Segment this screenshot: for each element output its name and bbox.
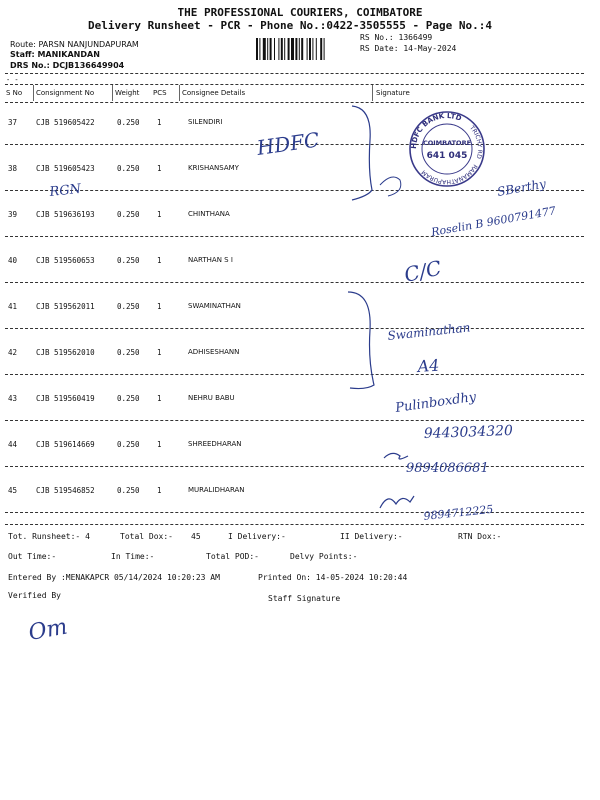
stamp-text-pin: 641 045 [426,151,468,161]
row-sno: 37 [8,118,18,127]
handwriting-r40: C/C [402,255,444,287]
col-header-signature: Signature [376,89,410,97]
barcode-bar [307,38,308,60]
row-consignment-no: CJB 519562010 [36,348,95,357]
handwriting-r41: Swaminathan [386,320,472,343]
row-pcs: 1 [157,210,162,219]
col-header-weight: Weight [115,89,140,97]
row-weight: 0.250 [117,440,140,449]
row-consignee-name: KRISHANSAMY [188,164,239,172]
row-consignee-name: MURALIDHARAN [188,486,245,494]
column-separator [179,85,180,101]
row-pcs: 1 [157,256,162,265]
column-separator [33,85,34,101]
row-divider [5,466,584,467]
row-divider [5,420,584,421]
barcode-bar [259,38,260,60]
total-dox-label: Total Dox:- [120,532,173,541]
handwriting-r38-sign: SBerthy [496,176,547,199]
drs-label: DRS No.: DCJB136649904 [10,61,125,70]
barcode-bar [295,38,297,60]
out-time: Out Time:- [8,552,57,561]
stamp-text-road: TRICHY RD [468,124,484,160]
row-pcs: 1 [157,486,162,495]
col-header-pcs: PCS [153,89,167,97]
total-dox-value: 45 [191,532,201,541]
stamp-text-area: RAMANATHAPURAM [420,162,479,186]
handwriting-r45: 9894712225 [422,502,494,523]
barcode-bar [284,38,285,60]
rs-number: RS No.: 1366499 [360,33,433,42]
row-pcs: 1 [157,302,162,311]
ii-delivery: II Delivery:- [340,532,403,541]
row-consignment-no: CJB 519560419 [36,394,95,403]
row-weight: 0.250 [117,486,140,495]
barcode-bar [299,38,300,60]
row-pcs: 1 [157,348,162,357]
row-sno: 40 [8,256,18,265]
handwriting-r38-initials: RGN [48,181,82,200]
scribble-mark [380,496,414,508]
column-separator [112,85,113,101]
handwriting-r43-name: Pulinboxdhy [394,389,478,416]
handwriting-r39: Roselin B 9600791477 [430,204,557,239]
printed-on: Printed On: 14-05-2024 10:20:44 [258,573,408,582]
barcode-bar [281,38,283,60]
row-sno: 41 [8,302,18,311]
row-pcs: 1 [157,440,162,449]
barcode-bar [316,38,317,60]
hdfc-bank-stamp [408,110,486,188]
divider [5,84,584,85]
barcode-bar [256,38,258,60]
row-consignment-no: CJB 519562011 [36,302,95,311]
row-weight: 0.250 [117,164,140,173]
row-divider [5,328,584,329]
row-sno: 45 [8,486,18,495]
row-weight: 0.250 [117,348,140,357]
col-header-consignee: Consignee Details [182,89,246,97]
row-consignment-no: CJB 519546852 [36,486,95,495]
col-header-sno: S No [6,89,23,97]
barcode-bar [274,38,275,60]
barcode-bar [309,38,311,60]
row-sno: 38 [8,164,18,173]
row-weight: 0.250 [117,256,140,265]
row-consignee-name: NEHRU BABU [188,394,235,402]
rtn-dox: RTN Dox:- [458,532,502,541]
tot-runsheet: Tot. Runsheet:- 4 [8,532,90,541]
barcode-bar [267,38,268,60]
verified-by: Verified By [8,591,61,600]
barcode-bar [324,38,325,60]
row-pcs: 1 [157,118,162,127]
in-time: In Time:- [111,552,155,561]
row-sno: 44 [8,440,18,449]
col-header-consignment: Consignment No [36,89,95,97]
row-sno: 42 [8,348,18,357]
column-separator [372,85,373,101]
divider [5,73,584,74]
scribble-mark [380,177,401,196]
total-pod: Total POD:- [206,552,259,561]
barcode-bar [278,38,279,60]
handwriting-r37: HDFC [255,127,321,160]
barcode-bar [312,38,313,60]
barcode [256,38,352,60]
divider [5,524,584,525]
row-consignee-name: NARTHAN S I [188,256,233,264]
staff-label: Staff: MANIKANDAN [10,50,100,59]
scribble-mark [384,453,408,459]
entered-by: Entered By :MENAKAPCR 05/14/2024 10:20:23 AM [8,573,220,582]
handwriting-r43-phone: 9443034320 [423,422,514,442]
rs-date: RS Date: 14-May-2024 [360,44,457,53]
row-weight: 0.250 [117,302,140,311]
row-consignment-no: CJB 519636193 [36,210,95,219]
row-divider [5,144,584,145]
row-pcs: 1 [157,394,162,403]
row-divider [5,374,584,375]
row-consignee-name: SHREEDHARAN [188,440,242,448]
barcode-bar [301,38,303,60]
staff-signature-label: Staff Signature [268,594,341,603]
handwriting-r42: A4 [416,355,440,376]
row-consignee-name: SILENDIRI [188,118,223,126]
barcode-bar [288,38,290,60]
runsheet-subtitle: Delivery Runsheet - PCR - Phone No.:0422-3505555 - Page No.:4 [88,19,492,32]
row-divider [5,236,584,237]
row-consignee-name: ADHISESHANN [188,348,240,356]
row-pcs: 1 [157,164,162,173]
company-title: THE PROFESSIONAL COURIERS, COIMBATORE [177,6,423,19]
row-weight: 0.250 [117,118,140,127]
route-label: Route: PARSN NANJUNDAPURAM [10,40,139,49]
row-consignment-no: CJB 519560653 [36,256,95,265]
row-divider [5,282,584,283]
bracket-mark [352,106,372,200]
row-divider [5,512,584,513]
barcode-bar [270,38,272,60]
row-consignment-no: CJB 519614669 [36,440,95,449]
divider [5,102,584,103]
row-consignee-name: CHINTHANA [188,210,230,218]
row-consignment-no: CJB 519605423 [36,164,95,173]
delvy-points: Delvy Points:- [290,552,358,561]
handwriting-verify: Om [26,614,70,646]
barcode-bar [263,38,266,60]
row-consignee-name: SWAMINATHAN [188,302,241,310]
row-divider [5,190,584,191]
barcode-bar [291,38,294,60]
dash-mark: - - [6,76,19,84]
row-sno: 39 [8,210,18,219]
row-weight: 0.250 [117,210,140,219]
i-delivery: I Delivery:- [228,532,286,541]
row-consignment-no: CJB 519605422 [36,118,95,127]
row-sno: 43 [8,394,18,403]
stamp-text-city: COIMBATORE [422,139,472,147]
row-weight: 0.250 [117,394,140,403]
stamp-text-bank: HDFC BANK LTD [409,111,463,150]
barcode-bar [320,38,322,60]
handwriting-r44: 9894086681 [406,461,489,476]
